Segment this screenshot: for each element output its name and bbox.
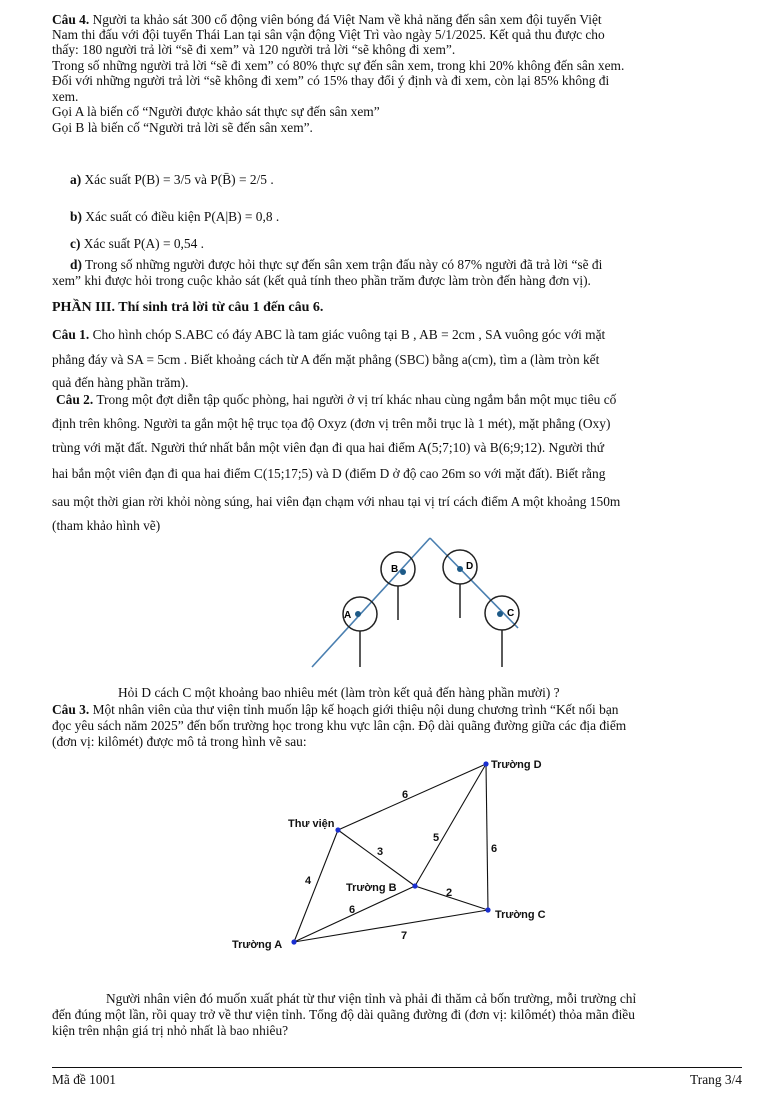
q2-line-6: (tham khảo hình vẽ) — [52, 518, 161, 533]
node-a-label: Trường A — [232, 939, 283, 951]
bullet-trajectory-figure — [300, 532, 530, 672]
edge-lib-b — [338, 830, 415, 886]
q4-line-5: Đối với những người trả lời “sẽ không đi xem” có 15% thay đổi ý định và đi xem, còn lại 85% không đi — [52, 73, 610, 88]
item-d-text: Trong số những người được hỏi thực sự đến sân xem trận đấu này có 87% người đã trả lời “sẽ đi — [81, 257, 603, 272]
item-b-label: b) — [70, 209, 82, 224]
q4-line-4: Trong số những người trả lời “sẽ đi xem” có 80% thực sự đến sân xem, trong khi 20% không đến sân xem. — [52, 58, 625, 73]
weight-lib-a: 4 — [305, 875, 312, 887]
q4-item-b — [70, 209, 760, 224]
q1-text: Cho hình chóp S.ABC có đáy ABC là tam giác vuông tại B , AB = 2cm , SA vuông góc với mặt — [89, 327, 606, 342]
q4-line-2: Nam thi đấu với đội tuyển Thái Lan tại sân vận động Việt Trì vào ngày 5/1/2025. Kết quả thu được cho — [52, 27, 605, 42]
q2-line-4: hai bắn một viên đạn đi qua hai điểm C(15;17;5) và D (điểm D ở độ cao 26m so với mặt đất). Biết rằng — [52, 466, 606, 481]
node-b-label: Trường B — [346, 882, 397, 894]
q4-item-d-cont: xem” khi được hỏi trong cuộc khảo sát (kết quả tính theo phần trăm được làm tròn đến hàng đơn vị). — [52, 273, 591, 288]
edge-d-c — [486, 764, 488, 910]
item-a-text: Xác suất P(B) = 3/5 và P(B̄) = 2/5 . — [81, 172, 274, 187]
q4-line-6: xem. — [52, 89, 79, 104]
q1-line-3: quả đến hàng phần trăm). — [52, 375, 189, 390]
q2-question: Hỏi D cách C một khoảng bao nhiêu mét (làm tròn kết quả đến hàng phần mười) ? — [118, 685, 560, 700]
weight-d-c: 6 — [491, 843, 498, 855]
label-a: A — [344, 610, 352, 621]
q4-line-7: Gọi A là biến cố “Người được khảo sát thực sự đến sân xem” — [52, 104, 380, 119]
q4-line-8: Gọi B là biến cố “Người trả lời sẽ đến sân xem”. — [52, 120, 313, 135]
q4-text: Người ta khảo sát 300 cổ động viên bóng đá Việt Nam về khả năng đến sân xem đội tuyển Việt — [89, 12, 602, 27]
q2-title: Câu 2. — [56, 392, 94, 407]
trajectory-line-2 — [430, 538, 518, 628]
q4-title: Câu 4. — [52, 12, 90, 27]
q1-title: Câu 1. — [52, 327, 90, 342]
weight-a-c: 7 — [401, 930, 408, 942]
q3-paragraph-line-2: đến đúng một lần, rồi quay trở về thư viện tỉnh. Tổng độ dài quãng đường đi (đơn vị: kilômét) thỏa mãn điều — [52, 1007, 635, 1022]
q1-line-1 — [52, 327, 742, 342]
q3-paragraph-line-3: kiện trên nhận giá trị nhỏ nhất là bao nhiêu? — [52, 1023, 289, 1038]
item-d-label: d) — [70, 257, 82, 272]
item-c-text: Xác suất P(A) = 0,54 . — [80, 236, 204, 251]
q4-line-3: thấy: 180 người trả lời “sẽ đi xem” và 120 người trả lời “sẽ không đi xem”. — [52, 42, 456, 57]
node-d-dot — [483, 761, 488, 766]
node-d-label: Trường D — [491, 759, 542, 771]
footer-divider — [52, 1067, 742, 1068]
item-a-label: a) — [70, 172, 82, 187]
distance-graph — [220, 752, 580, 957]
q3-line-3: (đơn vị: kilômét) được mô tả trong hình vẽ sau: — [52, 734, 307, 749]
point-c — [497, 611, 503, 617]
weight-b-d: 5 — [433, 832, 440, 844]
trajectory-line-1 — [312, 538, 430, 667]
weight-b-c: 2 — [446, 887, 453, 899]
node-lib-dot — [335, 827, 340, 832]
q4-item-c — [70, 236, 760, 251]
label-c: C — [507, 608, 515, 619]
point-b — [400, 569, 406, 575]
edge-lib-d — [338, 764, 486, 830]
label-b: B — [391, 564, 399, 575]
node-c-label: Trường C — [495, 909, 546, 921]
node-lib-label: Thư viện — [288, 818, 335, 830]
node-a-dot — [291, 939, 296, 944]
q2-line-5: sau một thời gian rời khỏi nòng súng, hai viên đạn chạm với nhau tại vị trí cách điểm A một khoảng 150m — [52, 494, 621, 509]
exam-code: Mã đề 1001 — [52, 1072, 116, 1087]
q2-text: Trong một đợt diễn tập quốc phòng, hai người ở vị trí khác nhau cùng ngắm bắn một mục tiêu cố — [93, 392, 617, 407]
item-b-text: Xác suất có điều kiện P(A|B) = 0,8 . — [81, 209, 280, 224]
weight-lib-b: 3 — [377, 846, 384, 858]
point-a — [355, 611, 361, 617]
weight-lib-d: 6 — [402, 789, 409, 801]
q1-line-2: phẳng đáy và SA = 5cm . Biết khoảng cách từ A đến mặt phẳng (SBC) bằng a(cm), tìm a (làm tròn kết — [52, 352, 600, 367]
q2-line-3: trùng với mặt đất. Người thứ nhất bắn một viên đạn đi qua hai điểm A(5;7;10) và B(6;9;12). Người thứ — [52, 440, 604, 455]
edge-a-c — [294, 910, 488, 942]
footer — [52, 1072, 742, 1088]
node-b-dot — [412, 883, 417, 888]
part3-heading: PHẦN III. Thí sinh trả lời từ câu 1 đến câu 6. — [52, 300, 324, 315]
q4-item-a — [70, 172, 760, 187]
page-number: Trang 3/4 — [690, 1072, 742, 1087]
label-d: D — [466, 561, 474, 572]
q2-line-1 — [56, 392, 746, 407]
q4-item-d — [70, 257, 760, 272]
q2-line-2: định trên không. Người ta gắn một hệ trục tọa độ Oxyz (đơn vị trên mỗi trục là 1 mét), mặt phẳng (Oxy) — [52, 416, 611, 431]
edge-b-d — [415, 764, 486, 886]
q4-line-1 — [52, 12, 742, 27]
point-d — [457, 566, 463, 572]
q3-title: Câu 3. — [52, 702, 90, 717]
weight-a-b: 6 — [349, 904, 356, 916]
item-c-label: c) — [70, 236, 81, 251]
q3-paragraph-line-1: Người nhân viên đó muốn xuất phát từ thư viện tỉnh và phải đi thăm cả bốn trường, mỗi trường chỉ — [106, 991, 637, 1006]
q3-text: Một nhân viên của thư viện tỉnh muốn lập kế hoạch giới thiệu nội dung chương trình “Kết nối bạn — [89, 702, 619, 717]
node-c-dot — [485, 907, 490, 912]
q3-line-2: đọc yêu sách năm 2025” đến bốn trường học trong khu vực lân cận. Độ dài quãng đường giữa các địa điểm — [52, 718, 627, 733]
q3-line-1 — [52, 702, 742, 717]
